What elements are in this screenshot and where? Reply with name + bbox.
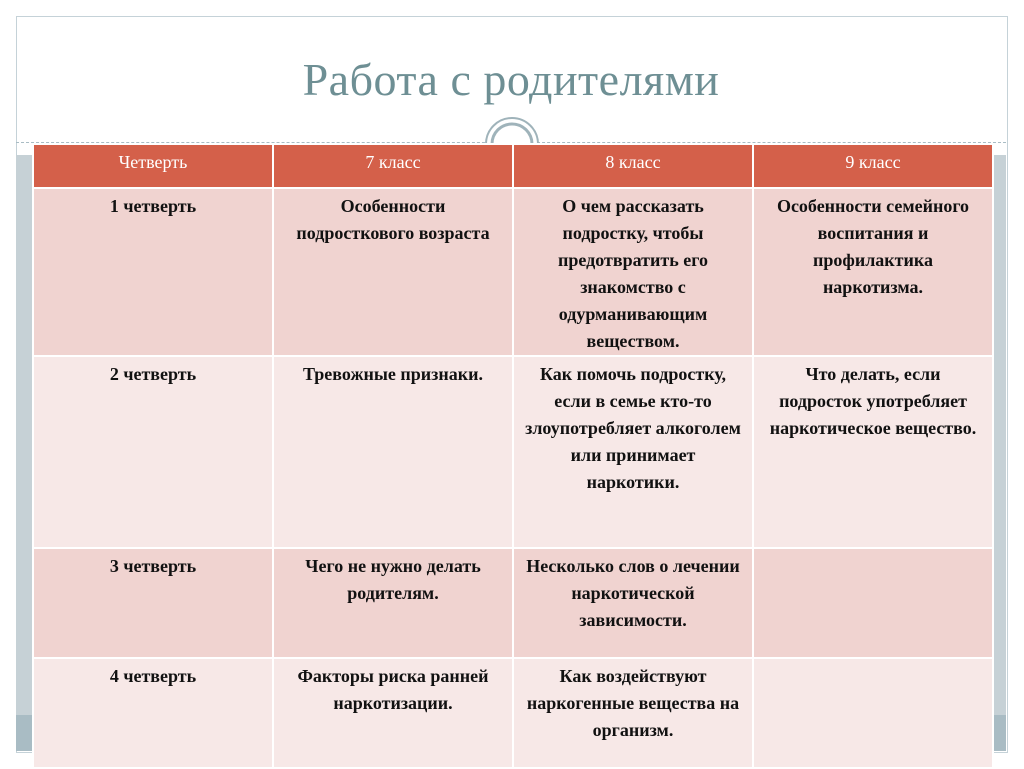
right-border-band bbox=[992, 155, 1006, 751]
cell-grade-8: Как воздействуют наркогенные вещества на организм. bbox=[513, 658, 753, 768]
cell-grade-7: Особенности подросткового возраста bbox=[273, 188, 513, 356]
cell-grade-9: Особенности семейного воспитания и профилактика наркотизма. bbox=[753, 188, 993, 356]
cell-quarter: 4 четверть bbox=[33, 658, 273, 768]
table-row bbox=[33, 658, 993, 768]
cell-grade-7: Чего не нужно делать родителям. bbox=[273, 548, 513, 658]
table-header-row bbox=[33, 144, 993, 188]
cell-grade-9: Что делать, если подросток употребляет наркотическое вещество. bbox=[753, 356, 993, 548]
slide-title: Работа с родителями bbox=[302, 54, 720, 105]
table-row bbox=[33, 548, 993, 658]
cell-grade-9 bbox=[753, 658, 993, 768]
cell-grade-7: Тревожные признаки. bbox=[273, 356, 513, 548]
table-row bbox=[33, 356, 993, 548]
cell-grade-8: О чем рассказать подростку, чтобы предотвратить его знакомство с одурманивающим веществом. bbox=[513, 188, 753, 356]
cell-quarter: 3 четверть bbox=[33, 548, 273, 658]
header-grade-8: 8 класс bbox=[513, 144, 753, 188]
header-grade-7: 7 класс bbox=[273, 144, 513, 188]
table-row bbox=[33, 188, 993, 356]
cell-grade-7: Факторы риска ранней наркотизации. bbox=[273, 658, 513, 768]
cell-grade-9 bbox=[753, 548, 993, 658]
header-grade-9: 9 класс bbox=[753, 144, 993, 188]
cell-quarter: 1 четверть bbox=[33, 188, 273, 356]
cell-grade-8: Несколько слов о лечении наркотической зависимости. bbox=[513, 548, 753, 658]
parent-work-table bbox=[32, 143, 994, 769]
header-quarter: Четверть bbox=[33, 144, 273, 188]
cell-grade-8: Как помочь подростку, если в семье кто-то злоупотребляет алкоголем или принимает наркотики. bbox=[513, 356, 753, 548]
cell-quarter: 2 четверть bbox=[33, 356, 273, 548]
left-border-band bbox=[16, 155, 32, 751]
